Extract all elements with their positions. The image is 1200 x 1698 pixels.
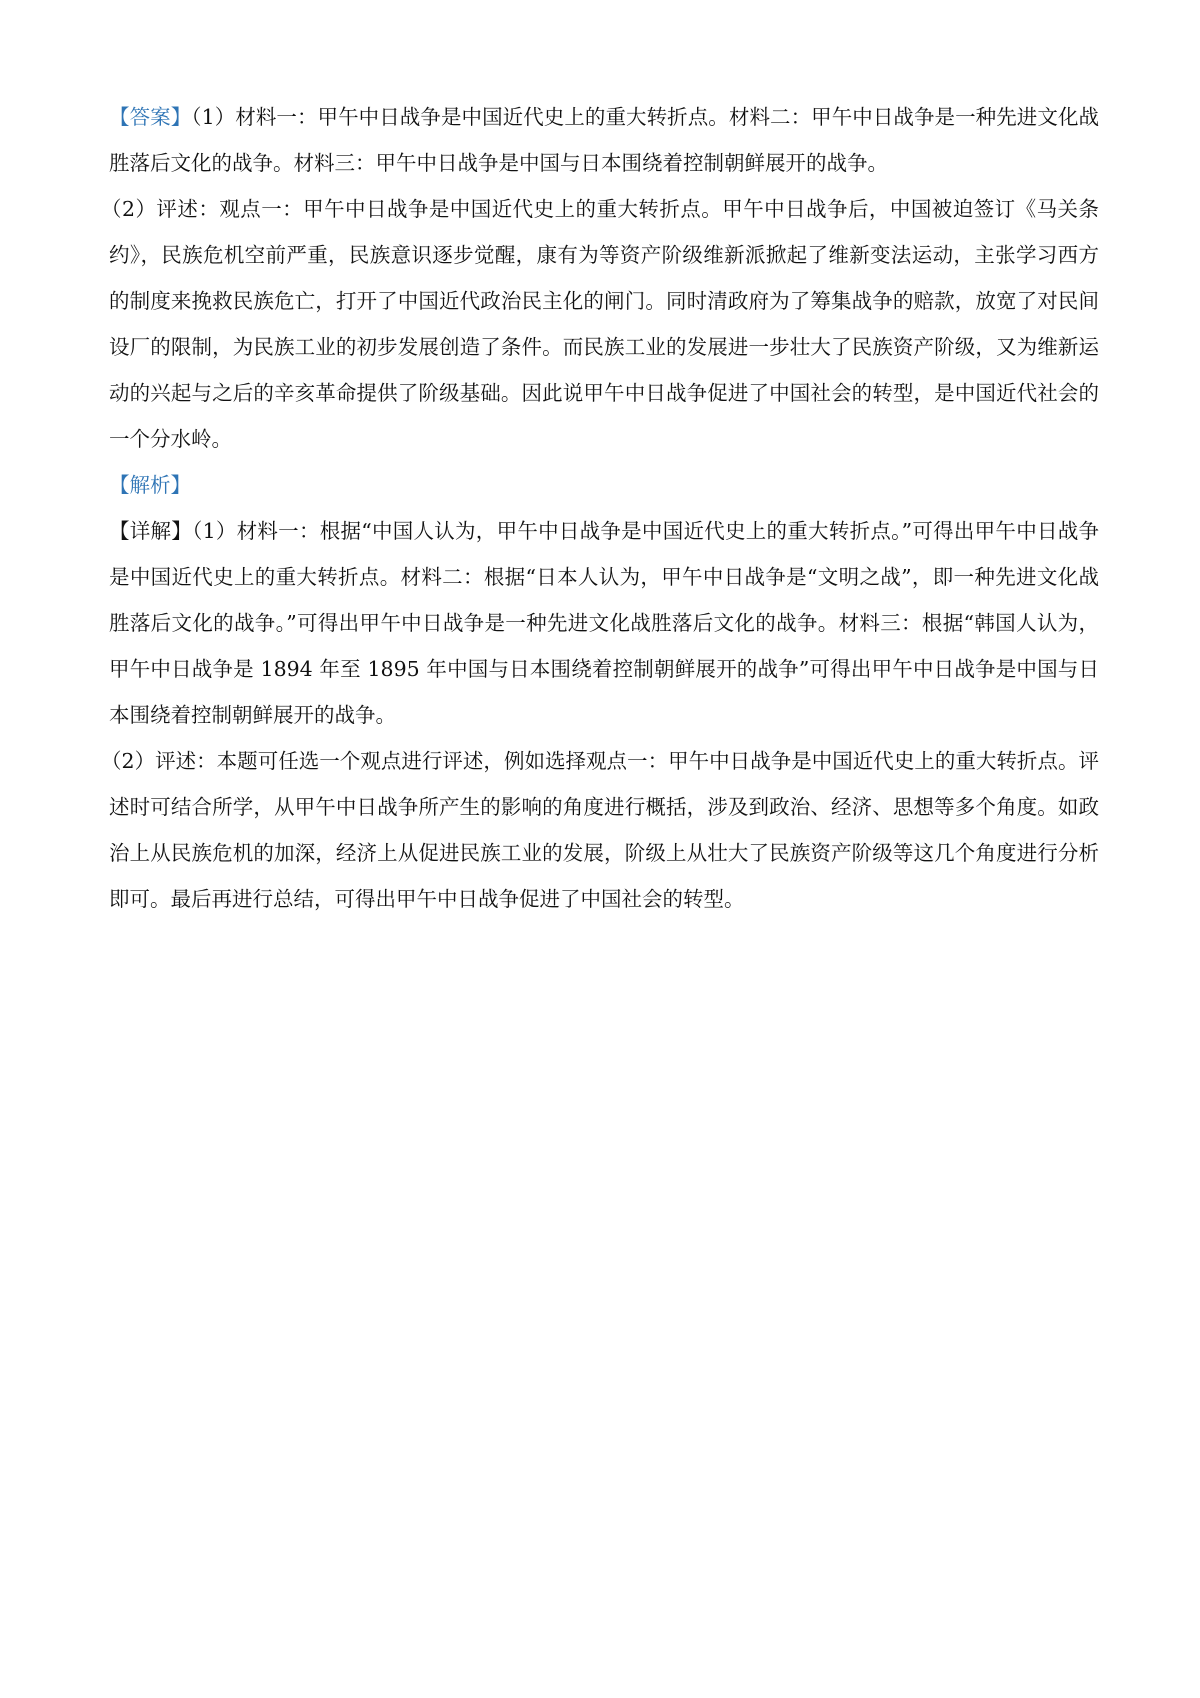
document-page bbox=[101, 94, 1100, 922]
answer-paragraph-1 bbox=[109, 94, 1099, 186]
detail-tag: 【详解】 bbox=[109, 519, 193, 543]
detail-paragraph-2 bbox=[101, 738, 1099, 922]
analysis-tag: 【解析】 bbox=[109, 473, 191, 497]
answer-part2-text: （2）评述：观点一：甲午中日战争是中国近代史上的重大转折点。甲午中日战争后，中国被迫签订《马关条约》，民族危机空前严重，民族意识逐步觉醒，康有为等资产阶级维新派掀起了维新变法运动，主张学习西方的制度来挽救民族危亡，打开了中国近代政治民主化的闸门。同时清政府为了筹集战争的赔款，放宽了对民间设厂的限制，为民族工业的初步发展创造了条件。而民族工业的发展进一步壮大了民族资产阶级，又为维新运动的兴起与之后的辛亥革命提供了阶级基础。因此说甲午中日战争促进了中国社会的转型，是中国近代社会的一个分水岭。 bbox=[101, 197, 1099, 451]
detail-part1-text: （1）材料一：根据“中国人认为，甲午中日战争是中国近代史上的重大转折点。”可得出甲午中日战争是中国近代史上的重大转折点。材料二：根据“日本人认为，甲午中日战争是“文明之战”，即一种先进文化战胜落后文化的战争。”可得出甲午中日战争是一种先进文化战胜落后文化的战争。材料三：根据“韩国人认为，甲午中日战争是 1894 年至 1895 年中国与日本围绕着控制朝鲜展开的战争”可得出甲午中日战争是中国与日本围绕着控制朝鲜展开的战争。 bbox=[109, 519, 1099, 727]
detail-part2-text: （2）评述：本题可任选一个观点进行评述，例如选择观点一：甲午中日战争是中国近代史上的重大转折点。评述时可结合所学，从甲午中日战争所产生的影响的角度进行概括，涉及到政治、经济、思想等多个角度。如政治上从民族危机的加深，经济上从促进民族工业的发展，阶级上从壮大了民族资产阶级等这几个角度进行分析即可。最后再进行总结，可得出甲午中日战争促进了中国社会的转型。 bbox=[101, 749, 1099, 911]
detail-paragraph-1 bbox=[109, 508, 1099, 738]
answer-tag: 【答案】 bbox=[109, 105, 192, 129]
answer-paragraph-2 bbox=[101, 186, 1099, 462]
answer-part1-text: （1）材料一：甲午中日战争是中国近代史上的重大转折点。材料二：甲午中日战争是一种先进文化战胜落后文化的战争。材料三：甲午中日战争是中国与日本围绕着控制朝鲜展开的战争。 bbox=[109, 105, 1100, 175]
